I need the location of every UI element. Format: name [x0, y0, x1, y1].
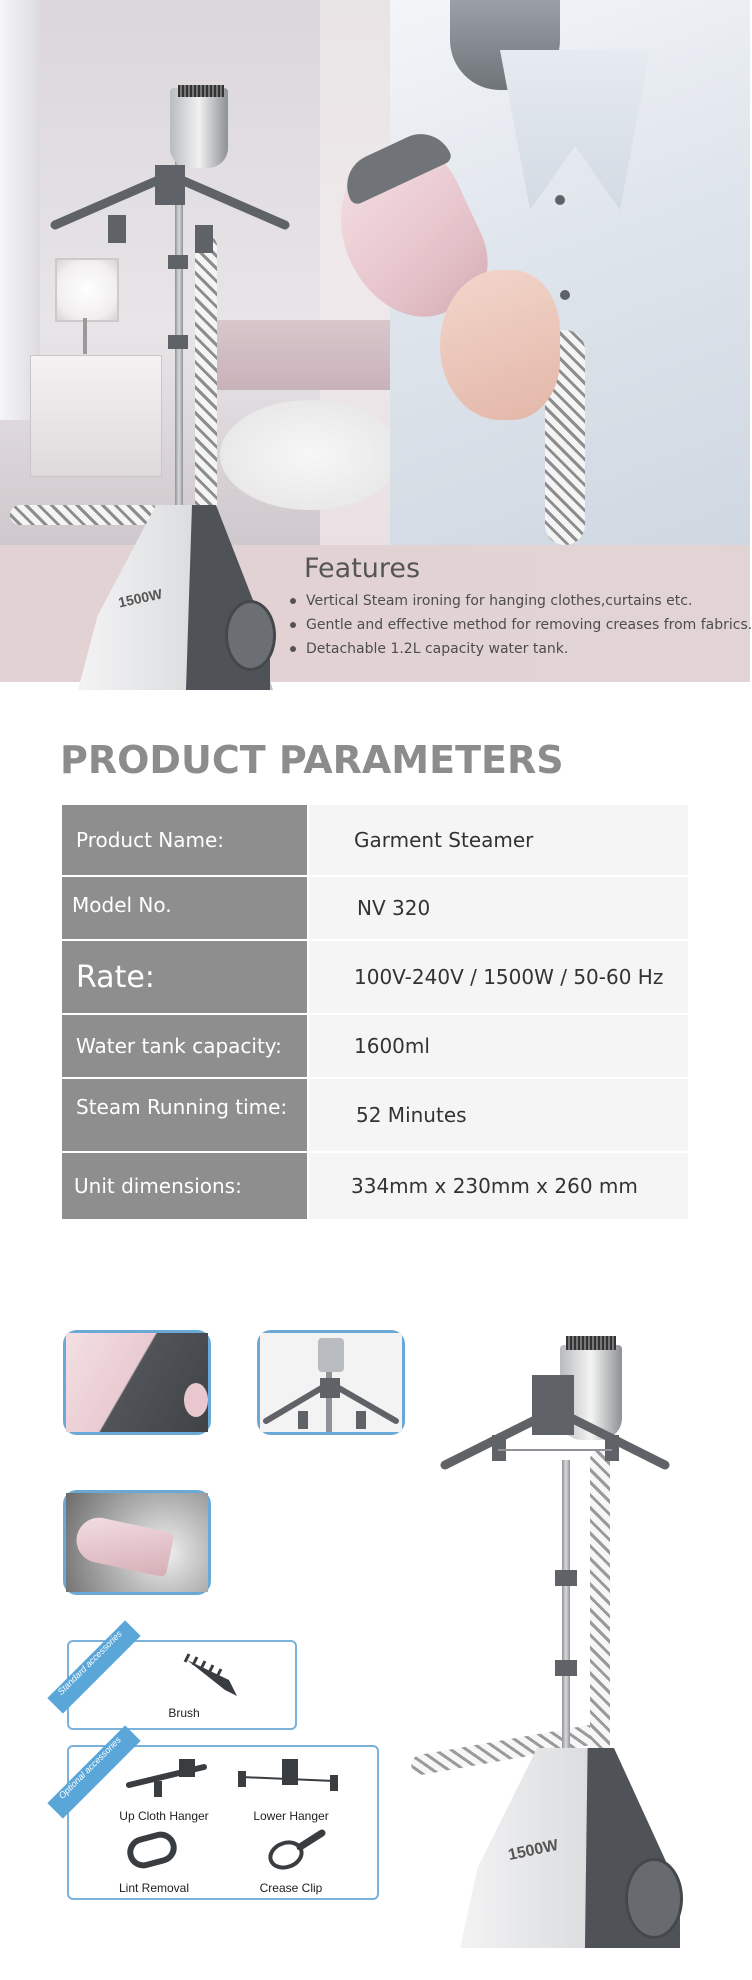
lower-hanger-icon: [234, 1755, 344, 1805]
feature-text: Detachable 1.2L capacity water tank.: [306, 641, 569, 657]
detail-thumbnail[interactable]: [257, 1330, 405, 1435]
accessory-label: Lint Removal: [118, 1881, 190, 1895]
shirt-button: [555, 195, 565, 205]
table-row: [62, 941, 688, 1015]
accessory-label: Brush: [168, 1706, 200, 1720]
table-row: [62, 1079, 688, 1153]
bullet-icon: [290, 646, 296, 652]
param-label: Water tank capacity:: [62, 1015, 307, 1077]
detail-thumbnail[interactable]: [63, 1490, 211, 1595]
param-value: 1600ml: [309, 1015, 688, 1077]
brush-icon: [179, 1650, 249, 1700]
wheel-detail: [184, 1383, 208, 1417]
optional-accessories-box: [56, 1734, 379, 1900]
accessory-label: Lower Hanger: [253, 1809, 329, 1823]
lamp-shade: [55, 258, 119, 322]
steamer-hose: [590, 1450, 610, 1760]
steamer-hanger: [50, 165, 290, 240]
lint-removal-icon: [124, 1829, 184, 1874]
ribbon-label: Optional accessories: [47, 1725, 140, 1818]
accessory-label: Up Cloth Hanger: [119, 1809, 209, 1823]
shirt-button: [560, 290, 570, 300]
steamer-wheel: [625, 1858, 683, 1939]
rug: [220, 400, 400, 510]
param-value: 334mm x 230mm x 260 mm: [309, 1153, 688, 1219]
steamer-hose: [195, 235, 217, 525]
detail-thumbnail[interactable]: [63, 1330, 211, 1435]
table-row: [62, 1153, 688, 1219]
hanger-clip: [195, 225, 213, 253]
param-label: Rate:: [62, 941, 307, 1013]
features-title: Features: [304, 553, 421, 584]
up-cloth-hanger-icon: [124, 1755, 214, 1805]
pole-joint: [555, 1570, 577, 1586]
bullet-icon: [290, 622, 296, 628]
param-value: 52 Minutes: [309, 1079, 688, 1151]
parameters-table: [62, 805, 688, 1219]
base-closeup-image: [66, 1333, 208, 1432]
crease-clip-icon: [264, 1827, 334, 1877]
accessory-label: Crease Clip: [259, 1881, 323, 1895]
param-label: Unit dimensions:: [62, 1153, 307, 1219]
hand: [440, 270, 560, 420]
steamer-hanger: [440, 1375, 670, 1475]
hanger-illustration: [260, 1333, 402, 1432]
pole-joint: [168, 335, 188, 349]
bed: [200, 320, 400, 390]
pole-joint: [555, 1660, 577, 1676]
table-row: [62, 805, 688, 877]
param-label: Model No.: [62, 877, 307, 939]
feature-item: [290, 617, 752, 633]
param-label: Product Name:: [62, 805, 307, 875]
power-badge: 1500W: [116, 585, 164, 611]
feature-text: Gentle and effective method for removing creases from fabrics.: [306, 617, 752, 633]
hanger-clip: [108, 215, 126, 243]
pole-joint: [168, 255, 188, 269]
bullet-icon: [290, 598, 296, 604]
feature-text: Vertical Steam ironing for hanging clothes,curtains etc.: [306, 593, 693, 609]
dresser: [30, 355, 162, 477]
steamer-wheel: [225, 600, 276, 671]
table-row: [62, 1015, 688, 1079]
param-value: Garment Steamer: [309, 805, 688, 875]
table-row: [62, 877, 688, 941]
power-badge: 1500W: [506, 1836, 560, 1865]
lamp-pole: [83, 318, 87, 354]
steamer-head: [170, 88, 228, 168]
ribbon: [55, 1628, 137, 1710]
param-label: Steam Running time:: [62, 1079, 307, 1151]
ribbon-label: Standard accessories: [47, 1620, 140, 1713]
standard-accessories-box: [55, 1628, 297, 1730]
feature-item: [290, 593, 692, 609]
param-value: 100V-240V / 1500W / 50-60 Hz: [309, 941, 688, 1013]
param-value: NV 320: [309, 877, 688, 939]
feature-item: [290, 641, 568, 657]
steamer-grill: [178, 85, 224, 97]
steamer-hose-lower: [10, 505, 160, 525]
steamer-grill: [566, 1336, 616, 1350]
section-title: PRODUCT PARAMETERS: [60, 738, 564, 782]
